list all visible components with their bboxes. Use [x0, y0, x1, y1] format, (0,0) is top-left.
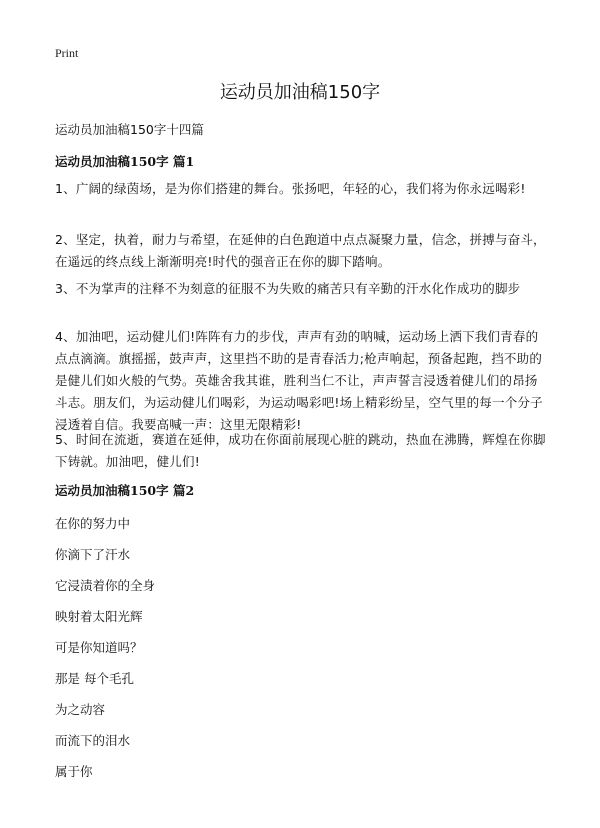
- poem-line: 属于你: [55, 764, 93, 779]
- poem-line: 那是 每个毛孔: [55, 671, 134, 686]
- poem-line: 映射着太阳光辉: [55, 609, 143, 624]
- paragraph-4: 4、加油吧，运动健儿们!阵阵有力的步伐，声声有劲的呐喊，运动场上洒下我们青春的点点滴滴。旗摇摇，鼓声声，这里挡不助的是青春活力;枪声响起，预备起跑，挡不助的是健儿们如火般的气势。英雄舍我其谁，胜利当仁不让，声声誓言浸透着健儿们的昂扬斗志。朋友们，为运动健儿们喝彩，为运动喝彩吧!场上精彩纷呈，空气里的每一个分子浸透着自信。我要高喊一声：这里无限精彩!: [55, 329, 543, 432]
- poem-line: 为之动容: [55, 702, 106, 717]
- paragraph-2: 2、坚定，执着，耐力与希望，在延伸的白色跑道中点点凝聚力量，信念，拼搏与奋斗，在遥远的终点线上渐渐明亮!时代的强音正在你的脚下踏响。: [55, 232, 546, 269]
- paragraph-3: 3、不为掌声的注释不为刻意的征服不为失败的痛苦只有辛勤的汗水化作成功的脚步: [55, 281, 521, 296]
- document-subtitle: 运动员加油稿150字十四篇: [55, 122, 204, 137]
- poem-line: 它浸渍着你的全身: [55, 578, 156, 593]
- poem-line: 你滴下了汗水: [55, 547, 131, 562]
- section-heading-1: 运动员加油稿150字 篇1: [55, 154, 195, 169]
- page-title: 运动员加油稿150字: [219, 82, 381, 103]
- section-heading-2: 运动员加油稿150字 篇2: [55, 483, 195, 498]
- paragraph-1: 1、广阔的绿茵场，是为你们搭建的舞台。张扬吧，年轻的心，我们将为你永远喝彩!: [55, 181, 526, 196]
- paragraph-5: 5、时间在流逝，赛道在延伸，成功在你面前展现心脏的跳动，热血在沸腾，辉煌在你脚下铸就。加油吧，健儿们!: [55, 432, 546, 469]
- poem-line: 而流下的泪水: [55, 733, 131, 748]
- poem-line: 在你的努力中: [55, 516, 131, 531]
- poem-line: 可是你知道吗？: [55, 640, 143, 655]
- print-link[interactable]: Print: [55, 46, 79, 60]
